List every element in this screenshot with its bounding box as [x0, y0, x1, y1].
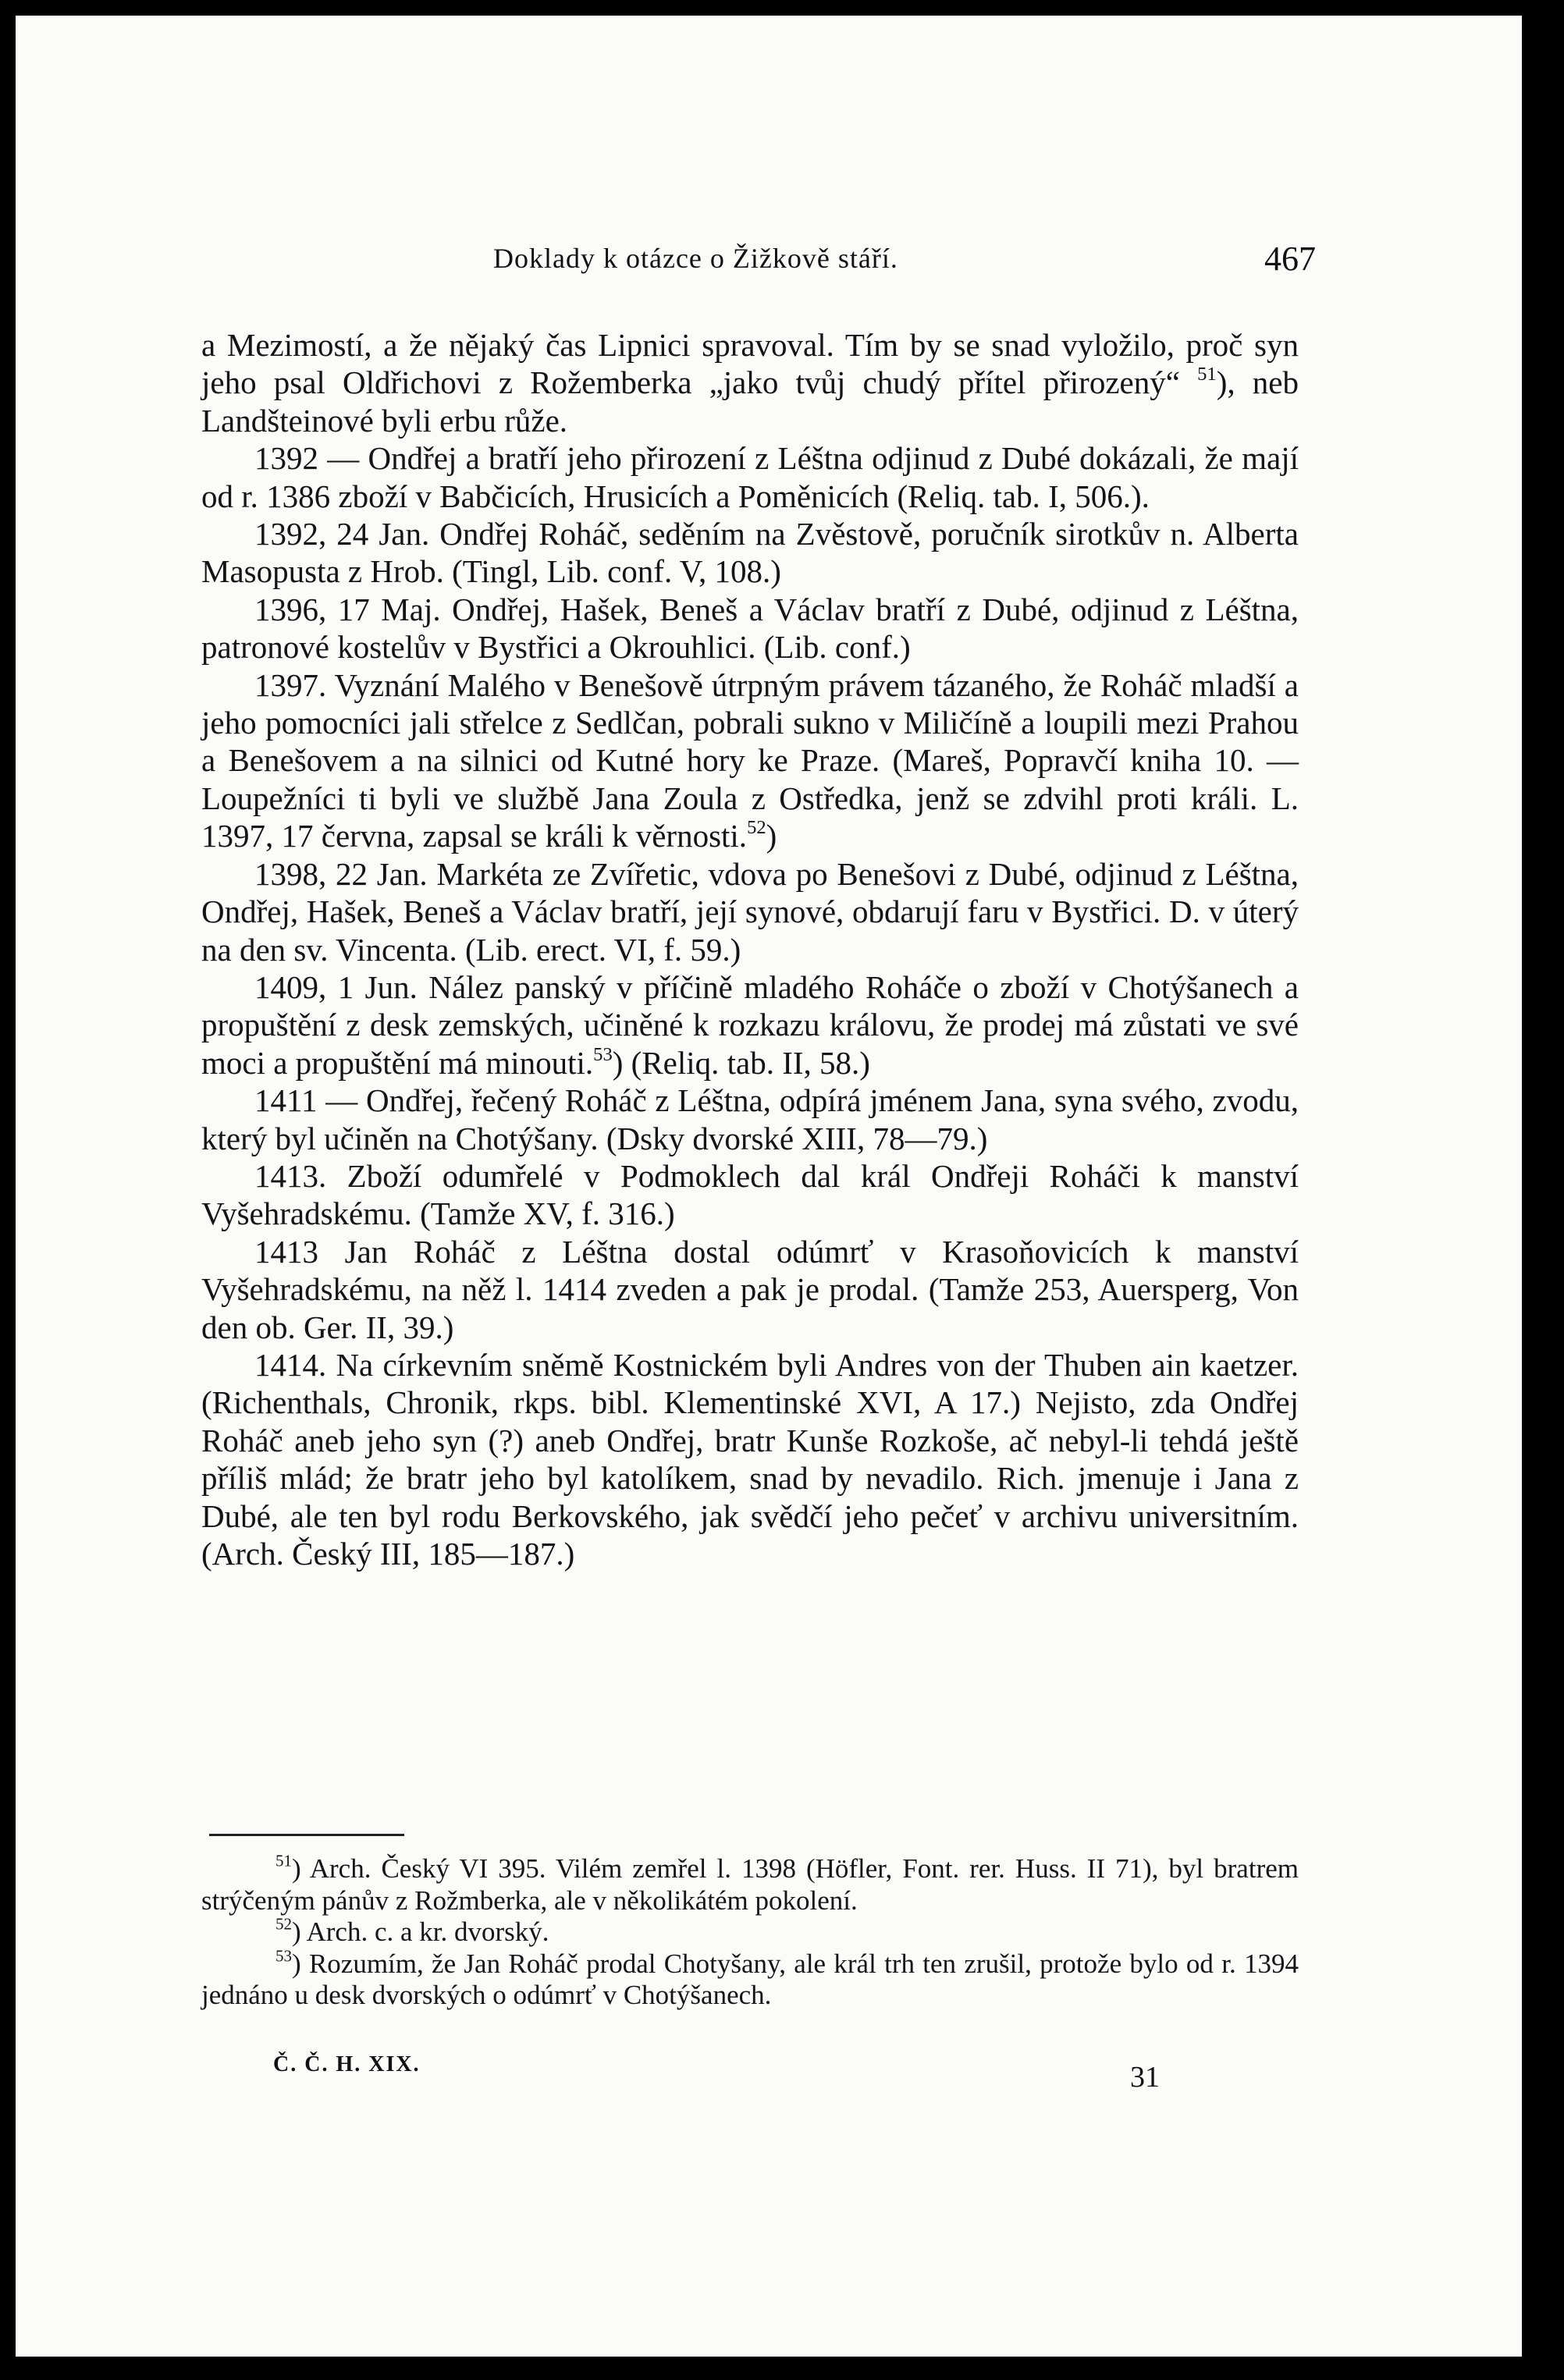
paragraph-text-tail: )	[766, 818, 777, 854]
paragraph-text: 1409, 1 Jun. Nález panský v příčině mladého Roháče o zboží v Chotýšanech a propuštění z desk zemských, učiněné k rozkazu královu, že prodej má zůstati ve své moci a propuštění má minouti.	[201, 968, 1299, 1081]
footnote-text: ) Arch. c. a kr. dvorský.	[292, 1916, 549, 1948]
footnotes	[201, 1853, 1299, 2012]
footnote-ref: 53	[593, 1043, 613, 1065]
footnote-51	[201, 1853, 1299, 1916]
entry-1411: 1411 — Ondřej, řečený Roháč z Léštna, odpírá jménem Jana, syna svého, zvodu, který byl učiněn na Chotýšany. (Dsky dvorské XIII, 78—79.)	[201, 1082, 1299, 1156]
footnote-53	[201, 1948, 1299, 2012]
footnote-text: ) Arch. Český VI 395. Vilém zemřel l. 1398 (Höfler, Font. rer. Huss. II 71), byl bratrem strýčeným pánův z Rožmberka, ale v několikátém pokolení.	[201, 1853, 1299, 1916]
entry-1414: 1414. Na církevním sněmě Kostnickém byli Andres von der Thuben ain kaetzer. (Richenthals, Chronik, rkps. bibl. Klementinské XVI, A 17.) Nejisto, zda Ondřej Roháč aneb jeho syn (?) aneb Ondřej, bratr Kunše Rozkoše, ač nebyl-li tehdá ještě příliš mlád; že bratr jeho byl katolíkem, snad by nevadilo. Rich. jmenuje i Jana z Dubé, ale ten byl rodu Berkovského, jak svědčí jeho pečeť v archivu universitním. (Arch. Český III, 185—187.)	[201, 1346, 1299, 1572]
printer-signature: Č. Č. H. XIX.	[273, 2052, 421, 2076]
running-header: Doklady k otázce o Žižkově stáří.	[493, 243, 898, 274]
body-text	[201, 326, 1299, 1572]
footnote-mark: 53	[275, 1946, 292, 1966]
page-number: 467	[1264, 240, 1316, 278]
sheet-number: 31	[1130, 2061, 1160, 2094]
entry-1398: 1398, 22 Jan. Markéta ze Zvířetic, vdova po Benešovi z Dubé, odjinud z Léštna, Ondřej, Hašek, Beneš a Václav bratří, její synové, obdarují faru v Bystřici. D. v úterý na den sv. Vincenta. (Lib. erect. VI, f. 59.)	[201, 855, 1299, 968]
paragraph-text-tail: ) (Reliq. tab. II, 58.)	[612, 1044, 870, 1081]
footnote-52	[201, 1916, 1299, 1948]
footnote-mark: 52	[275, 1914, 292, 1934]
book-page	[16, 16, 1522, 2357]
footnote-divider	[209, 1834, 404, 1836]
footnote-mark: 51	[275, 1851, 292, 1870]
entry-1396: 1396, 17 Maj. Ondřej, Hašek, Beneš a Václav bratří z Dubé, odjinud z Léštna, patronové kostelův v Bystřici a Okrouhlici. (Lib. conf.)	[201, 591, 1299, 666]
entry-1392-b: 1392, 24 Jan. Ondřej Roháč, seděním na Zvěstově, poručník sirotkův n. Alberta Masopusta z Hrob. (Tingl, Lib. conf. V, 108.)	[201, 516, 1299, 590]
footnote-ref: 52	[747, 817, 766, 839]
entry-1409	[201, 968, 1299, 1082]
footnote-text: ) Rozumím, že Jan Roháč prodal Chotyšany, ale král trh ten zrušil, protože bylo od r. 1394 jednáno u desk dvorských o odúmrť v Chotýšanech.	[201, 1948, 1299, 2011]
footnote-ref: 51	[1197, 364, 1217, 385]
entry-1397	[201, 666, 1299, 855]
entry-1413-b: 1413 Jan Roháč z Léštna dostal odúmrť v Krasoňovicích k manství Vyšehradskému, na něž l. 1414 zveden a pak je prodal. (Tamže 253, Auersperg, Von den ob. Ger. II, 39.)	[201, 1233, 1299, 1345]
paragraph-text: a Mezimostí, a že nějaký čas Lipnici spravoval. Tím by se snad vyložilo, proč syn jeho psal Oldřichovi z Rožemberka „jako tvůj chudý přítel přirozený“	[201, 327, 1299, 401]
entry-1392-a: 1392 — Ondřej a bratří jeho přirození z Léštna odjinud z Dubé dokázali, že mají od r. 1386 zboží v Babčicích, Hrusicích a Poměnicích (Reliq. tab. I, 506.).	[201, 440, 1299, 514]
entry-1413-a: 1413. Zboží odumřelé v Podmoklech dal král Ondřeji Roháči k manství Vyšehradskému. (Tamže XV, f. 316.)	[201, 1157, 1299, 1232]
paragraph-text: 1397. Vyznání Malého v Benešově útrpným právem tázaného, že Roháč mladší a jeho pomocníci jali střelce z Sedlčan, pobrali sukno v Miličíně a loupili mezi Prahou a Benešovem a na silnici od Kutné hory ke Praze. (Mareš, Popravčí kniha 10. — Loupežníci ti byli ve službě Jana Zoula z Ostředka, jenž se zdvihl proti králi. L. 1397, 17 června, zapsal se králi k věrnosti.	[201, 666, 1299, 854]
paragraph-continuation	[201, 326, 1299, 439]
paragraph-text-tail: ), neb Landšteinové byli erbu růže.	[201, 364, 1299, 439]
